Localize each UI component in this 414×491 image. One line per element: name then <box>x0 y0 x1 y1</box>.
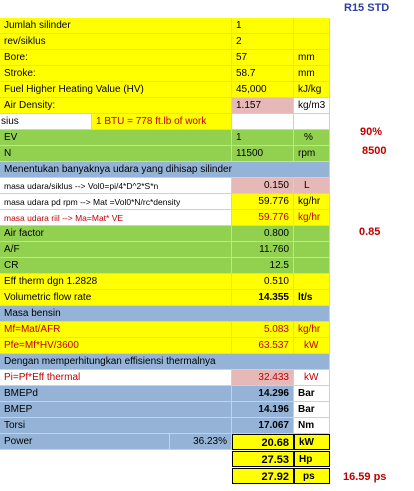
row-stroke <box>0 66 330 82</box>
row-bmepd <box>0 386 330 402</box>
cell-label[interactable]: rev/siklus <box>0 34 232 50</box>
row-cr <box>0 258 330 274</box>
cell-label[interactable]: BMEP <box>0 402 232 418</box>
cell-label[interactable]: Air Density: <box>0 98 232 114</box>
cell-value[interactable]: 2 <box>232 34 294 50</box>
cell-value[interactable]: 27.53 <box>232 451 294 467</box>
cell-value[interactable]: 45,000 <box>232 82 294 98</box>
cell-value[interactable]: 0.800 <box>232 226 294 242</box>
cell-value[interactable]: 32.433 <box>232 370 294 386</box>
cell-label[interactable]: BMEPd <box>0 386 232 402</box>
row-power <box>0 434 330 450</box>
row-air-factor <box>0 226 330 242</box>
side-air-factor: 0.85 <box>359 226 381 238</box>
cell-unit[interactable]: Bar <box>294 402 330 418</box>
cell-label[interactable]: sius <box>0 114 92 130</box>
cell-label[interactable]: masa udara/siklus --> Vol0=pi/4*D^2*S*n <box>0 178 232 194</box>
cell-unit[interactable] <box>294 242 330 258</box>
row-ps <box>0 468 330 484</box>
row-masa-siklus <box>0 178 330 194</box>
cell-unit[interactable]: kJ/kg <box>294 82 330 98</box>
cell-value[interactable]: 1 <box>232 130 294 146</box>
cell-value[interactable]: 59.776 <box>232 194 294 210</box>
row-torsi <box>0 418 330 434</box>
cell-unit[interactable]: kg/m3 <box>294 98 330 114</box>
cell-unit[interactable] <box>294 34 330 50</box>
cell-label[interactable]: masa udara pd rpm --> Mat =Vol0*N/rc*density <box>0 194 232 210</box>
cell-unit[interactable]: Bar <box>294 386 330 402</box>
row-af <box>0 242 330 258</box>
cell-label[interactable]: Torsi <box>0 418 232 434</box>
cell-label[interactable]: masa udara riil --> Ma=Mat* VE <box>0 210 232 226</box>
cell-value[interactable]: 20.68 <box>232 434 294 450</box>
cell-label[interactable]: Jumlah silinder <box>0 18 232 34</box>
side-ps: 16.59 ps <box>343 471 387 483</box>
row-eff-therm <box>0 274 330 290</box>
row-ev <box>0 130 330 146</box>
cell-value[interactable]: 58.7 <box>232 66 294 82</box>
row-header-udara <box>0 162 330 178</box>
cell-pct[interactable]: 36.23% <box>170 434 232 450</box>
row-fuel-hv <box>0 82 330 98</box>
row-mf <box>0 322 330 338</box>
cell-label[interactable]: Air factor <box>0 226 232 242</box>
cell-unit[interactable]: mm <box>294 66 330 82</box>
row-btu-note <box>0 114 330 130</box>
cell-value[interactable]: 5.083 <box>232 322 294 338</box>
cell-unit[interactable]: lt/s <box>294 290 330 306</box>
row-vol-flow <box>0 290 330 306</box>
cell-unit[interactable]: kg/hr <box>294 322 330 338</box>
cell-unit[interactable] <box>294 258 330 274</box>
cell-label[interactable]: EV <box>0 130 232 146</box>
row-header-eff <box>0 354 330 370</box>
cell-value[interactable]: 63.537 <box>232 338 294 354</box>
cell-label[interactable]: Mf=Mat/AFR <box>0 322 232 338</box>
cell-unit[interactable]: kg/hr <box>294 194 330 210</box>
cell-label[interactable]: Fuel Higher Heating Value (HV) <box>0 82 232 98</box>
cell-value[interactable]: 11500 <box>232 146 294 162</box>
cell-unit[interactable]: mm <box>294 50 330 66</box>
cell-label[interactable]: Power <box>0 434 170 450</box>
cell-value[interactable]: 0.510 <box>232 274 294 290</box>
cell-value[interactable]: 27.92 <box>232 468 294 484</box>
cell-unit[interactable] <box>294 114 330 130</box>
cell-value[interactable]: 17.067 <box>232 418 294 434</box>
cell-unit[interactable]: Nm <box>294 418 330 434</box>
row-n <box>0 146 330 162</box>
side-n: 8500 <box>362 145 387 157</box>
cell-value[interactable]: 14.196 <box>232 402 294 418</box>
row-rev-siklus <box>0 34 330 50</box>
section-header[interactable]: Dengan memperhitungkan effisiensi thermalnya <box>0 354 330 370</box>
cell-label[interactable]: N <box>0 146 232 162</box>
section-header[interactable]: Menentukan banyaknya udara yang dihisap silinder <box>0 162 330 178</box>
sheet-title: R15 STD <box>344 2 390 14</box>
section-header[interactable]: Masa bensin <box>0 306 330 322</box>
cell-unit[interactable]: kW <box>294 434 330 450</box>
row-hp <box>0 451 330 467</box>
cell-label[interactable]: A/F <box>0 242 232 258</box>
cell-value[interactable]: 14.296 <box>232 386 294 402</box>
cell-unit[interactable]: Hp <box>294 451 330 467</box>
cell-unit[interactable]: % <box>294 130 330 146</box>
cell-value[interactable] <box>232 114 294 130</box>
row-header-bensin <box>0 306 330 322</box>
cell-label[interactable]: Stroke: <box>0 66 232 82</box>
cell-value[interactable]: 57 <box>232 50 294 66</box>
cell-label[interactable]: Volumetric flow rate <box>0 290 232 306</box>
cell-unit[interactable]: L <box>294 178 330 194</box>
row-pfe <box>0 338 330 354</box>
row-masa-riil <box>0 210 330 226</box>
cell-unit[interactable]: kW <box>294 370 330 386</box>
cell-unit[interactable] <box>294 226 330 242</box>
row-bmep <box>0 402 330 418</box>
row-air-density <box>0 98 330 114</box>
cell-label[interactable]: Pfe=Mf*HV/3600 <box>0 338 232 354</box>
row-pi <box>0 370 330 386</box>
cell-value[interactable]: 12.5 <box>232 258 294 274</box>
cell-unit[interactable]: kg/hr <box>294 210 330 226</box>
cell-label[interactable]: Pi=Pf*Eff thermal <box>0 370 232 386</box>
row-jumlah-silinder <box>0 18 330 34</box>
cell-unit[interactable]: kW <box>294 338 330 354</box>
btu-note[interactable]: 1 BTU = 778 ft.lb of work <box>92 114 232 130</box>
cell-label[interactable]: CR <box>0 258 232 274</box>
cell-value[interactable]: 1 <box>232 18 294 34</box>
cell-label[interactable]: Eff therm dgn 1.2828 <box>0 274 232 290</box>
cell-label[interactable]: Bore: <box>0 50 232 66</box>
cell-value[interactable]: 1.157 <box>232 98 294 114</box>
side-ev: 90% <box>360 126 383 138</box>
row-bore <box>0 50 330 66</box>
cell-value[interactable]: 14.355 <box>232 290 294 306</box>
cell-unit[interactable]: ps <box>294 468 330 484</box>
cell-value[interactable]: 0.150 <box>232 178 294 194</box>
cell-unit[interactable] <box>294 18 330 34</box>
cell-unit[interactable]: rpm <box>294 146 330 162</box>
cell-unit[interactable] <box>294 274 330 290</box>
cell-value[interactable]: 59.776 <box>232 210 294 226</box>
row-masa-rpm <box>0 194 330 210</box>
cell-value[interactable]: 11.760 <box>232 242 294 258</box>
